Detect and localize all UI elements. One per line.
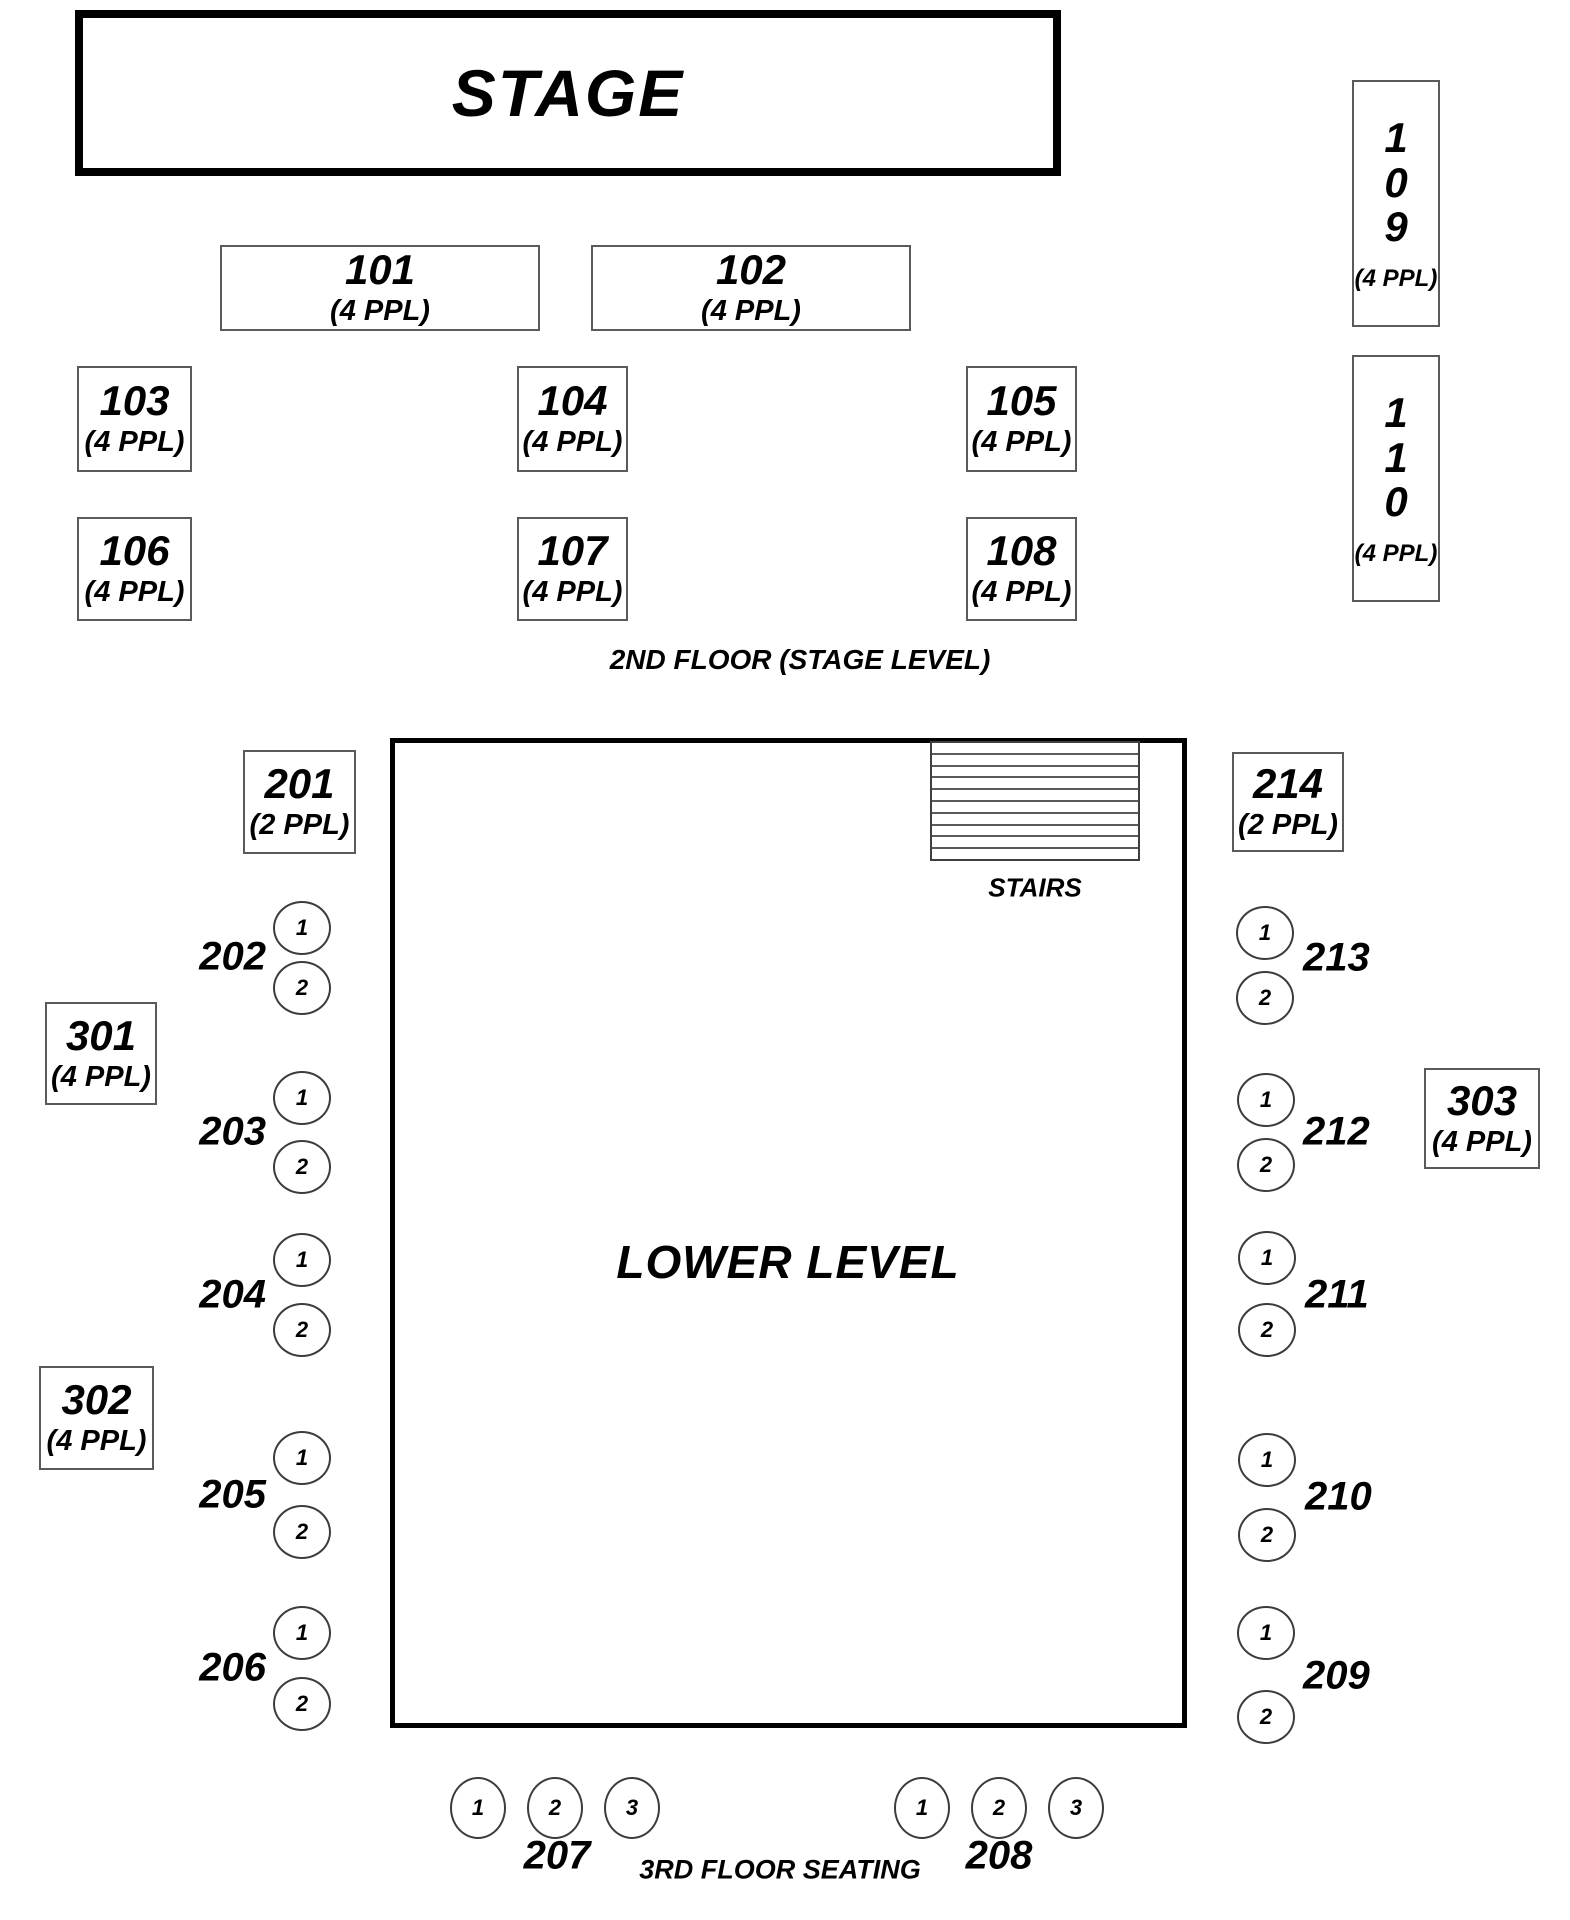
seat-number: 1 (471, 1795, 485, 1820)
seat-206-1[interactable] (273, 1606, 331, 1660)
table-label-211: 211 (1305, 1272, 1369, 1317)
table-number: 101 (344, 246, 416, 294)
stair-step (932, 826, 1138, 838)
seat-211-1[interactable] (1238, 1231, 1296, 1285)
seat-number: 2 (1259, 1152, 1273, 1177)
seat-number: 2 (295, 975, 309, 1000)
seat-205-1[interactable] (273, 1431, 331, 1485)
table-number-digit: 0 (1384, 478, 1408, 526)
seat-213-2[interactable] (1236, 971, 1294, 1025)
seat-number: 2 (1260, 1522, 1274, 1547)
table-capacity: (4 PPL) (84, 426, 185, 459)
table-number: 105 (986, 377, 1057, 425)
stair-step (932, 790, 1138, 802)
table-105[interactable] (966, 366, 1077, 472)
stair-step (932, 778, 1138, 790)
table-number: 102 (715, 246, 787, 294)
seat-number: 2 (548, 1795, 562, 1820)
table-number: 108 (986, 527, 1057, 575)
table-capacity: (2 PPL) (249, 809, 350, 842)
table-number-digit: 9 (1384, 203, 1408, 251)
caption-stairs: STAIRS (988, 872, 1082, 903)
table-303[interactable] (1424, 1068, 1540, 1169)
table-label-206: 206 (199, 1645, 266, 1690)
seat-210-1[interactable] (1238, 1433, 1296, 1487)
seat-209-1[interactable] (1237, 1606, 1295, 1660)
table-capacity: (4 PPL) (522, 576, 623, 609)
seat-209-2[interactable] (1237, 1690, 1295, 1744)
seat-208-3[interactable] (1048, 1777, 1104, 1839)
seat-number: 3 (1069, 1795, 1083, 1820)
table-number: 107 (537, 527, 608, 575)
seat-205-2[interactable] (273, 1505, 331, 1559)
table-number: 302 (61, 1376, 132, 1424)
table-number: 103 (99, 377, 170, 425)
seat-207-1[interactable] (450, 1777, 506, 1839)
table-302[interactable] (39, 1366, 154, 1470)
seat-203-1[interactable] (273, 1071, 331, 1125)
caption-second-floor: 2ND FLOOR (STAGE LEVEL) (609, 644, 991, 675)
stair-step (932, 802, 1138, 814)
table-number: 106 (99, 527, 170, 575)
table-capacity: (4 PPL) (522, 426, 623, 459)
seat-number: 1 (1258, 920, 1272, 945)
seat-number: 2 (295, 1317, 309, 1342)
table-108[interactable] (966, 517, 1077, 621)
seat-202-1[interactable] (273, 901, 331, 955)
stair-step (932, 814, 1138, 826)
table-102[interactable] (591, 245, 911, 331)
table-109[interactable] (1352, 80, 1440, 327)
seat-207-2[interactable] (527, 1777, 583, 1839)
table-label-209: 209 (1303, 1653, 1370, 1698)
seat-number: 1 (915, 1795, 929, 1820)
seat-213-1[interactable] (1236, 906, 1294, 960)
seat-211-2[interactable] (1238, 1303, 1296, 1357)
table-capacity: (4 PPL) (1354, 539, 1438, 567)
table-101[interactable] (220, 245, 540, 331)
seat-203-2[interactable] (273, 1140, 331, 1194)
table-capacity: (2 PPL) (1238, 809, 1338, 842)
stage-label: STAGE (451, 56, 685, 130)
table-number: 104 (537, 377, 608, 425)
seat-212-2[interactable] (1237, 1138, 1295, 1192)
seat-210-2[interactable] (1238, 1508, 1296, 1562)
table-number: 201 (264, 760, 335, 808)
table-label-213: 213 (1303, 935, 1370, 980)
table-label-208: 208 (965, 1833, 1033, 1878)
table-capacity: (4 PPL) (1354, 264, 1438, 292)
table-capacity: (4 PPL) (971, 576, 1072, 609)
seat-number: 1 (1260, 1447, 1274, 1472)
seat-number: 1 (1260, 1245, 1274, 1270)
stair-step (932, 849, 1138, 859)
seat-number: 2 (1258, 985, 1272, 1010)
table-capacity: (4 PPL) (84, 576, 185, 609)
seat-204-1[interactable] (273, 1233, 331, 1287)
seat-number: 1 (295, 1247, 309, 1272)
seat-number: 1 (295, 1085, 309, 1110)
table-capacity: (4 PPL) (1432, 1125, 1532, 1158)
seat-207-3[interactable] (604, 1777, 660, 1839)
seat-202-2[interactable] (273, 961, 331, 1015)
table-capacity: (4 PPL) (971, 426, 1072, 459)
seat-206-2[interactable] (273, 1677, 331, 1731)
seat-number: 1 (295, 1620, 309, 1645)
seat-number: 1 (295, 1445, 309, 1470)
table-label-203: 203 (199, 1109, 266, 1154)
table-106[interactable] (77, 517, 192, 621)
table-capacity: (4 PPL) (51, 1060, 151, 1093)
seat-208-2[interactable] (971, 1777, 1027, 1839)
table-label-205: 205 (199, 1472, 266, 1517)
seat-212-1[interactable] (1237, 1073, 1295, 1127)
table-number-digit: 1 (1384, 433, 1408, 481)
stair-step (932, 743, 1138, 755)
stage (75, 10, 1061, 176)
seat-number: 1 (1259, 1087, 1273, 1112)
table-number: 214 (1252, 760, 1324, 808)
table-label-210: 210 (1305, 1474, 1372, 1519)
seat-number: 2 (295, 1154, 309, 1179)
table-number-digit: 1 (1384, 114, 1408, 161)
table-104[interactable] (517, 366, 628, 472)
table-capacity: (4 PPL) (46, 1425, 147, 1458)
stairs (930, 741, 1140, 861)
stair-step (932, 837, 1138, 849)
seat-number: 1 (1259, 1620, 1273, 1645)
seat-number: 2 (1260, 1317, 1274, 1342)
seat-208-1[interactable] (894, 1777, 950, 1839)
table-label-212: 212 (1303, 1109, 1370, 1154)
table-103[interactable] (77, 366, 192, 472)
caption-lower-level: LOWER LEVEL (616, 1236, 960, 1288)
stair-step (932, 767, 1138, 779)
seat-number: 2 (295, 1519, 309, 1544)
table-label-207: 207 (523, 1833, 591, 1878)
table-capacity: (4 PPL) (330, 295, 430, 328)
table-number-digit: 0 (1384, 158, 1408, 206)
table-301[interactable] (45, 1002, 157, 1105)
table-number-digit: 1 (1384, 389, 1408, 436)
seat-204-2[interactable] (273, 1303, 331, 1357)
seat-number: 2 (992, 1795, 1006, 1820)
table-107[interactable] (517, 517, 628, 621)
table-number: 303 (1446, 1076, 1518, 1124)
table-capacity: (4 PPL) (701, 295, 801, 328)
table-label-204: 204 (199, 1272, 266, 1317)
table-110[interactable] (1352, 355, 1440, 602)
table-number: 301 (65, 1011, 137, 1059)
seat-number: 1 (295, 915, 309, 940)
seat-number: 3 (625, 1795, 639, 1820)
table-214[interactable] (1232, 752, 1344, 852)
caption-third-floor: 3RD FLOOR SEATING (639, 1854, 921, 1885)
stair-step (932, 755, 1138, 767)
table-201[interactable] (243, 750, 356, 854)
seat-number: 2 (295, 1691, 309, 1716)
seat-number: 2 (1259, 1704, 1273, 1729)
table-label-202: 202 (199, 934, 266, 979)
